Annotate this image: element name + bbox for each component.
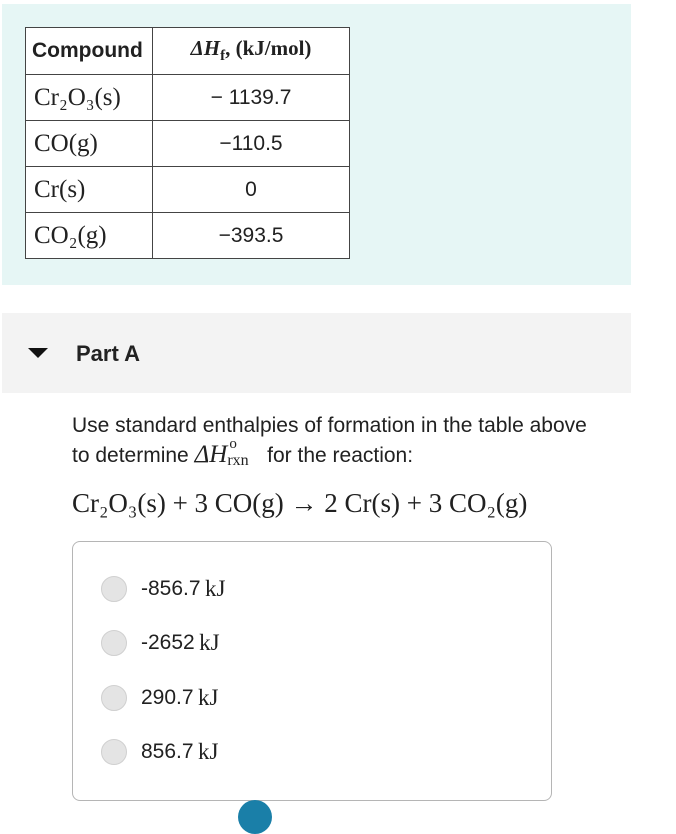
question-text <box>72 411 592 470</box>
compound-column-header: Compound <box>26 28 153 75</box>
question-text-after: for the reaction: <box>267 444 414 467</box>
enthalpy-table-panel <box>2 4 631 285</box>
enthalpy-header-units: , (kJ/mol) <box>225 36 312 61</box>
enthalpy-value-cell: −393.5 <box>153 213 350 259</box>
table-row <box>26 75 350 121</box>
choice-value: 290.7 <box>141 686 194 709</box>
delta-h-superscript: o <box>229 436 237 452</box>
table-row <box>26 121 350 167</box>
compound-cell: CO(g) <box>26 121 153 167</box>
collapse-caret-icon[interactable] <box>28 348 48 358</box>
compound-cell: Cr₂O₃(s) <box>26 75 153 121</box>
delta-h-scripts <box>227 436 261 469</box>
choice-unit: kJ <box>199 630 220 655</box>
part-title: Part A <box>76 341 140 366</box>
table-row <box>26 167 350 213</box>
enthalpy-value-cell: −110.5 <box>153 121 350 167</box>
question-text-before: Use standard enthalpies of formation in the table above to determine <box>72 414 587 467</box>
choice-unit: kJ <box>198 685 219 710</box>
delta-h-subscript: rxn <box>227 452 249 469</box>
answer-choices <box>72 541 552 801</box>
delta-h-rxn-symbol <box>194 436 262 469</box>
answer-choice[interactable] <box>101 682 218 714</box>
radio-button[interactable] <box>101 630 127 656</box>
enthalpy-table <box>25 27 350 259</box>
answer-choice[interactable] <box>101 573 225 605</box>
choice-unit: kJ <box>198 739 219 764</box>
radio-button[interactable] <box>101 685 127 711</box>
table-header-row <box>26 28 350 75</box>
choice-value: -856.7 <box>141 577 201 600</box>
enthalpy-value-cell: − 1139.7 <box>153 75 350 121</box>
compound-cell: Cr(s) <box>26 167 153 213</box>
part-a-header[interactable] <box>2 313 631 393</box>
enthalpy-value-cell: 0 <box>153 167 350 213</box>
delta-h-symbol: ΔH <box>194 441 228 468</box>
enthalpy-header-symbol: ΔH <box>190 36 221 61</box>
enthalpy-header-subscript: f <box>220 48 226 65</box>
table-row <box>26 213 350 259</box>
compound-cell: CO₂(g) <box>26 213 153 259</box>
submit-button-edge[interactable] <box>238 800 272 834</box>
radio-button[interactable] <box>101 739 127 765</box>
choice-value: -2652 <box>141 631 195 654</box>
radio-button[interactable] <box>101 576 127 602</box>
choice-value: 856.7 <box>141 740 194 763</box>
answer-choice[interactable] <box>101 627 220 659</box>
reaction-equation: Cr₂O₃(s) + 3 CO(g) → 2 Cr(s) + 3 CO₂(g) <box>72 488 528 518</box>
choice-unit: kJ <box>205 576 226 601</box>
enthalpy-column-header <box>153 28 350 75</box>
answer-choice[interactable] <box>101 736 218 768</box>
